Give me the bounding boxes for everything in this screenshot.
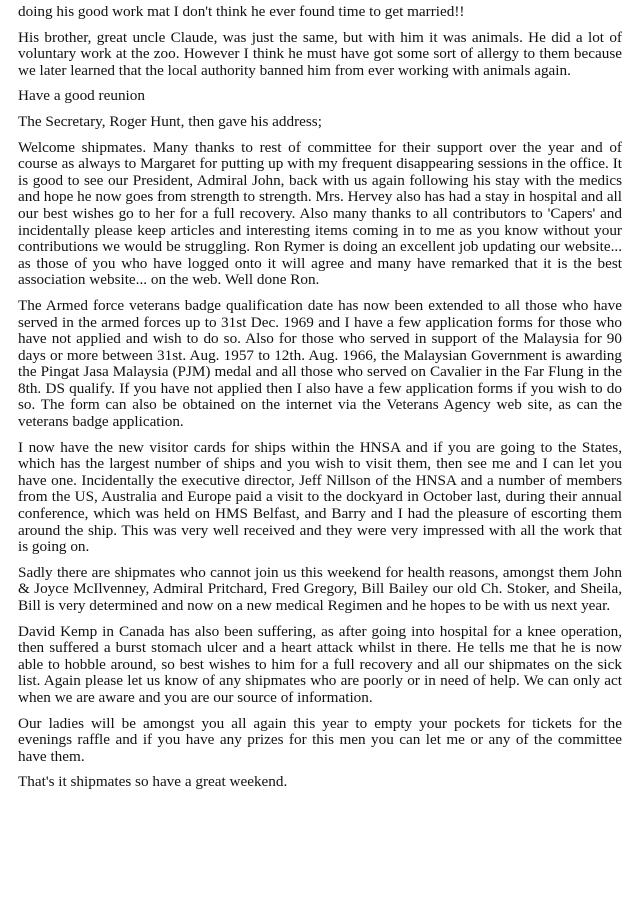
- paragraph-david-kemp: David Kemp in Canada has also been suffering, as after going into hospital for a knee operation, then suffered a burst stomach ulcer and a heart attack whilst in there. He tells me that he is now able to hobble around, so best wishes to him for a full recovery and all our shipmates on the sick list. Again please let us know of any shipmates who are poorly or in need of help. We can only act when we are aware and you are our source of information.: [18, 622, 622, 706]
- paragraph-closing: That's it shipmates so have a great weekend.: [18, 773, 288, 791]
- document-page: [18, 4, 622, 791]
- paragraph-secretary-intro: The Secretary, Roger Hunt, then gave his address;: [18, 112, 322, 130]
- paragraph-hnsa-visitor-cards: I now have the new visitor cards for ships within the HNSA and if you are going to the States, which has the largest number of ships and you wish to visit them, then see me and I can let you have one. Incidentally the executive director, Jeff Nillson of the HNSA and a number of members from the US, Australia and Europe paid a visit to the dockyard in October last, during their annual conference, which was held on HMS Belfast, and Barry and I had the pleasure of escorting them around the ship. This was very well received and they were very impressed with all the work that is going on.: [18, 438, 622, 556]
- paragraph-raffle: Our ladies will be amongst you all again this year to empty your pockets for tickets for the evenings raffle and if you have any prizes for this men you can let me or any of the committee have them.: [18, 714, 622, 765]
- paragraph-welcome: Welcome shipmates. Many thanks to rest of committee for their support over the year and of course as always to Margaret for putting up with my frequent disappearing sessions in the office. It is good to see our President, Admiral John, back with us again following his stay with the medics and hope he now goes from strength to strength. Mrs. Hervey also has had a stay in hospital and all our best wishes go to her for a full recovery. Also many thanks to all contributors to 'Capers' and incidentally please keep articles and interesting items coming in to me as you know without your contributions we would be struggling. Ron Rymer is doing an excellent job updating our website... as those of you who have logged onto it will agree and many have remarked that it is the best association website... on the web. Well done Ron.: [18, 138, 622, 289]
- paragraph-veterans-badge: The Armed force veterans badge qualification date has now been extended to all those who have served in the armed forces up to 31st Dec. 1969 and I have a few application forms for those who have not applied and wish to do so. Also for those who served in support of the Malaysia for 90 days or more between 31st. Aug. 1957 to 12th. Aug. 1966, the Malaysian Government is awarding the Pingat Jasa Malaysia (PJM) medal and all those who served on Cavalier in the Far Flung in the 8th. DS qualify. If you have not applied then I also have a few application forms if you wish to do so. The form can also be obtained on the internet via the Veterans Agency web site, as can the veterans badge application.: [18, 296, 622, 431]
- paragraph-closing-anecdote: doing his good work mat I don't think he ever found time to get married!!: [18, 3, 465, 20]
- paragraph-uncle-claude: His brother, great uncle Claude, was just the same, but with him it was animals. He did a lot of voluntary work at the zoo. However I think he must have got some sort of allergy to them because we later learned that the local authority banned him from ever working with animals again.: [18, 28, 622, 79]
- paragraph-reunion-wish: Have a good reunion: [18, 87, 145, 105]
- paragraph-absent-shipmates: Sadly there are shipmates who cannot join us this weekend for health reasons, amongst them John & Joyce McIlvenney, Admiral Pritchard, Fred Gregory, Bill Bailey our old Ch. Stoker, and Sheila, Bill is very determined and now on a new medical Regimen and he hopes to be with us next year.: [18, 563, 622, 614]
